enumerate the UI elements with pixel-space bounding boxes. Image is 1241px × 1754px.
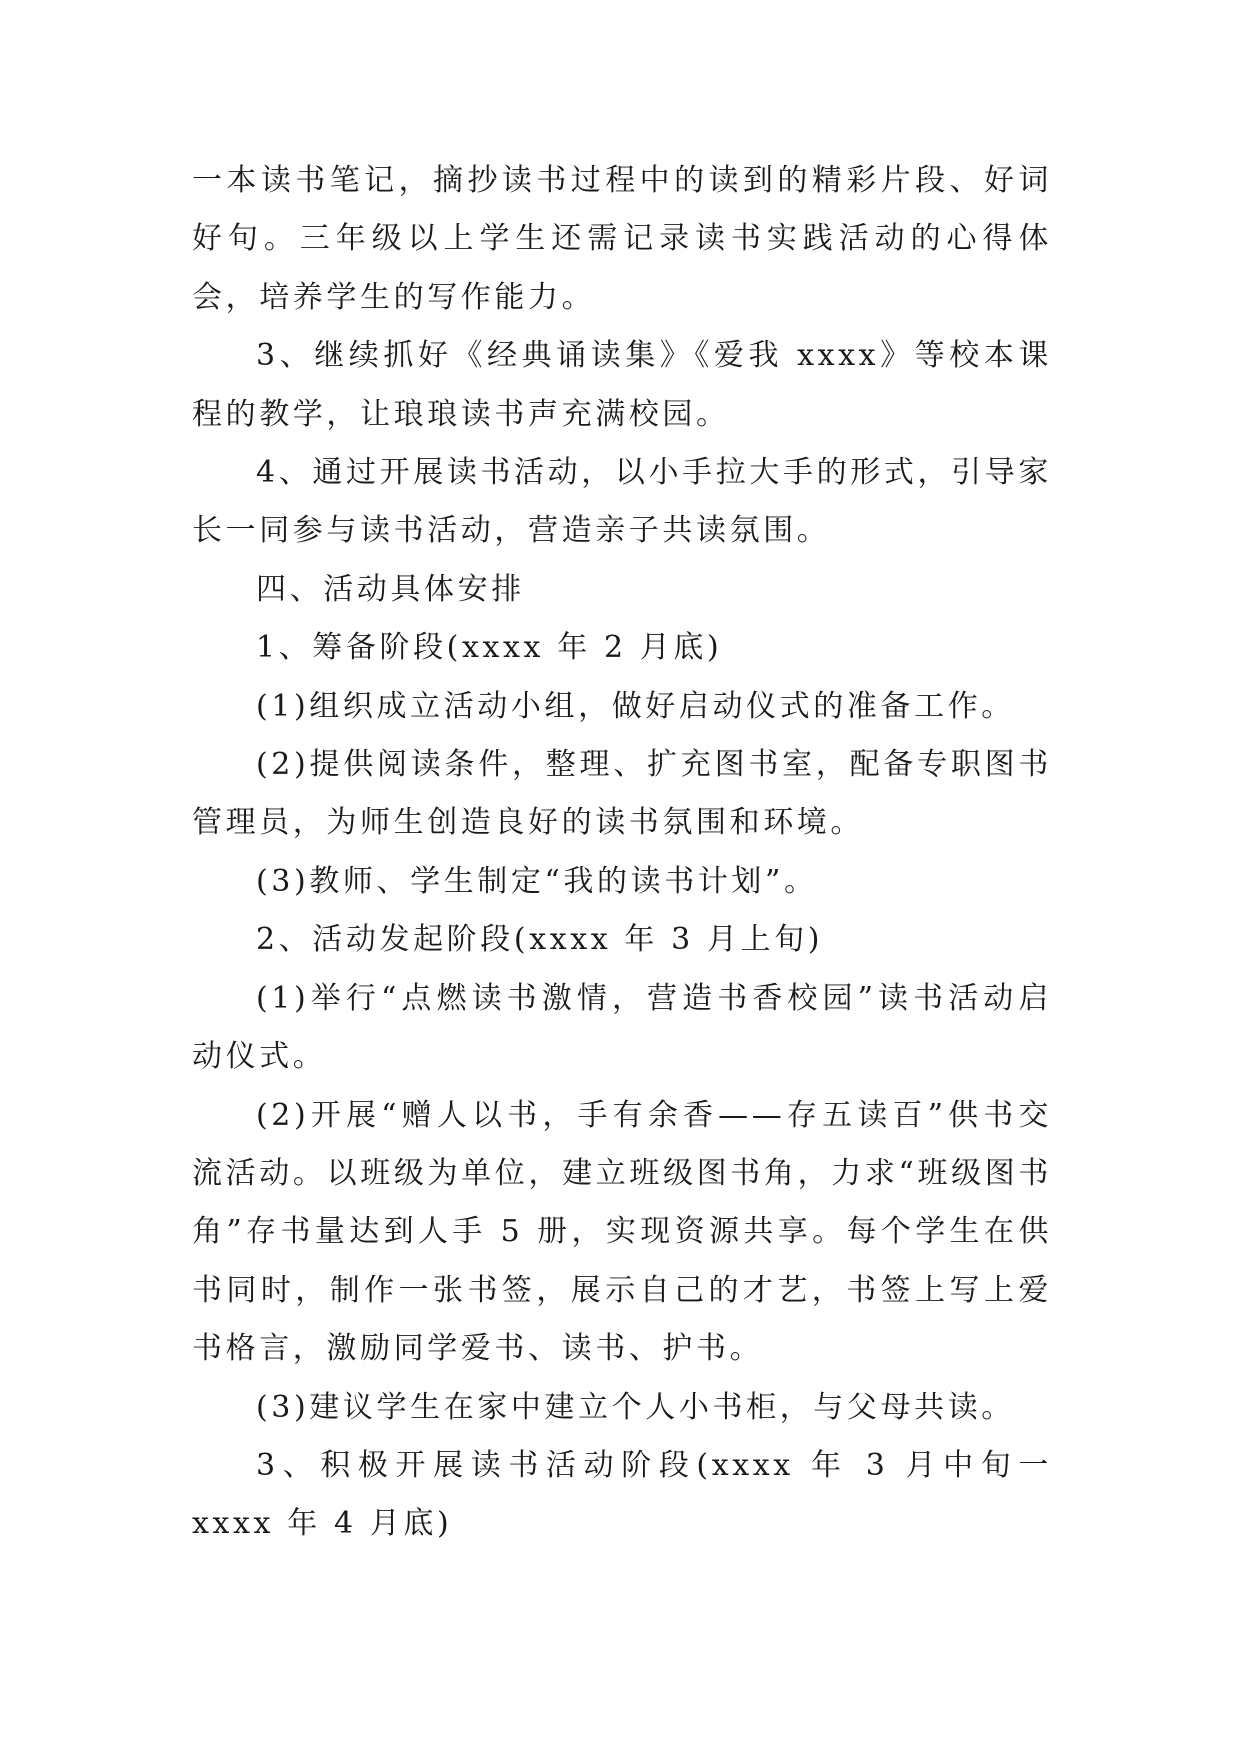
- paragraph: 3、积极开展读书活动阶段(xxxx 年 3 月中旬一 xxxx 年 4 月底): [192, 1447, 1052, 1542]
- paragraph: (2)提供阅读条件，整理、扩充图书室，配备专职图书管理员，为师生创造良好的读书氛围和环境。: [192, 747, 1052, 841]
- paragraph: (1)举行“点燃读书激情，营造书香校园”读书活动启动仪式。: [192, 980, 1052, 1075]
- paragraph: 3、继续抓好《经典诵读集》《爱我 xxxx》等校本课程的教学，让琅琅读书声充满校园。: [192, 338, 1052, 432]
- paragraph: (3)建议学生在家中建立个人小书柜，与父母共读。: [256, 1389, 1015, 1425]
- section-heading: 四、活动具体安排: [256, 571, 525, 607]
- paragraph: 4、通过开展读书活动，以小手拉大手的形式，引导家长一同参与读书活动，营造亲子共读氛围。: [192, 455, 1052, 549]
- paragraph: 一本读书笔记，摘抄读书过程中的读到的精彩片段、好词好句。三年级以上学生还需记录读书实践活动的心得体会，培养学生的写作能力。: [192, 163, 1052, 315]
- document-body: [192, 152, 1052, 1554]
- paragraph: (1)组织成立活动小组，做好启动仪式的准备工作。: [256, 688, 1015, 724]
- paragraph: (2)开展“赠人以书，手有余香——存五读百”供书交流活动。以班级为单位，建立班级图书角，力求“班级图书角”存书量达到人手 5 册，实现资源共享。每个学生在供书同时，制作一张书签，展示自己的才艺，书签上写上爱书格言，激励同学爱书、读书、护书。: [192, 1097, 1052, 1367]
- paragraph: 2、活动发起阶段(xxxx 年 3 月上旬): [256, 922, 824, 958]
- paragraph: 1、筹备阶段(xxxx 年 2 月底): [256, 630, 723, 666]
- paragraph: (3)教师、学生制定“我的读书计划”。: [256, 863, 818, 899]
